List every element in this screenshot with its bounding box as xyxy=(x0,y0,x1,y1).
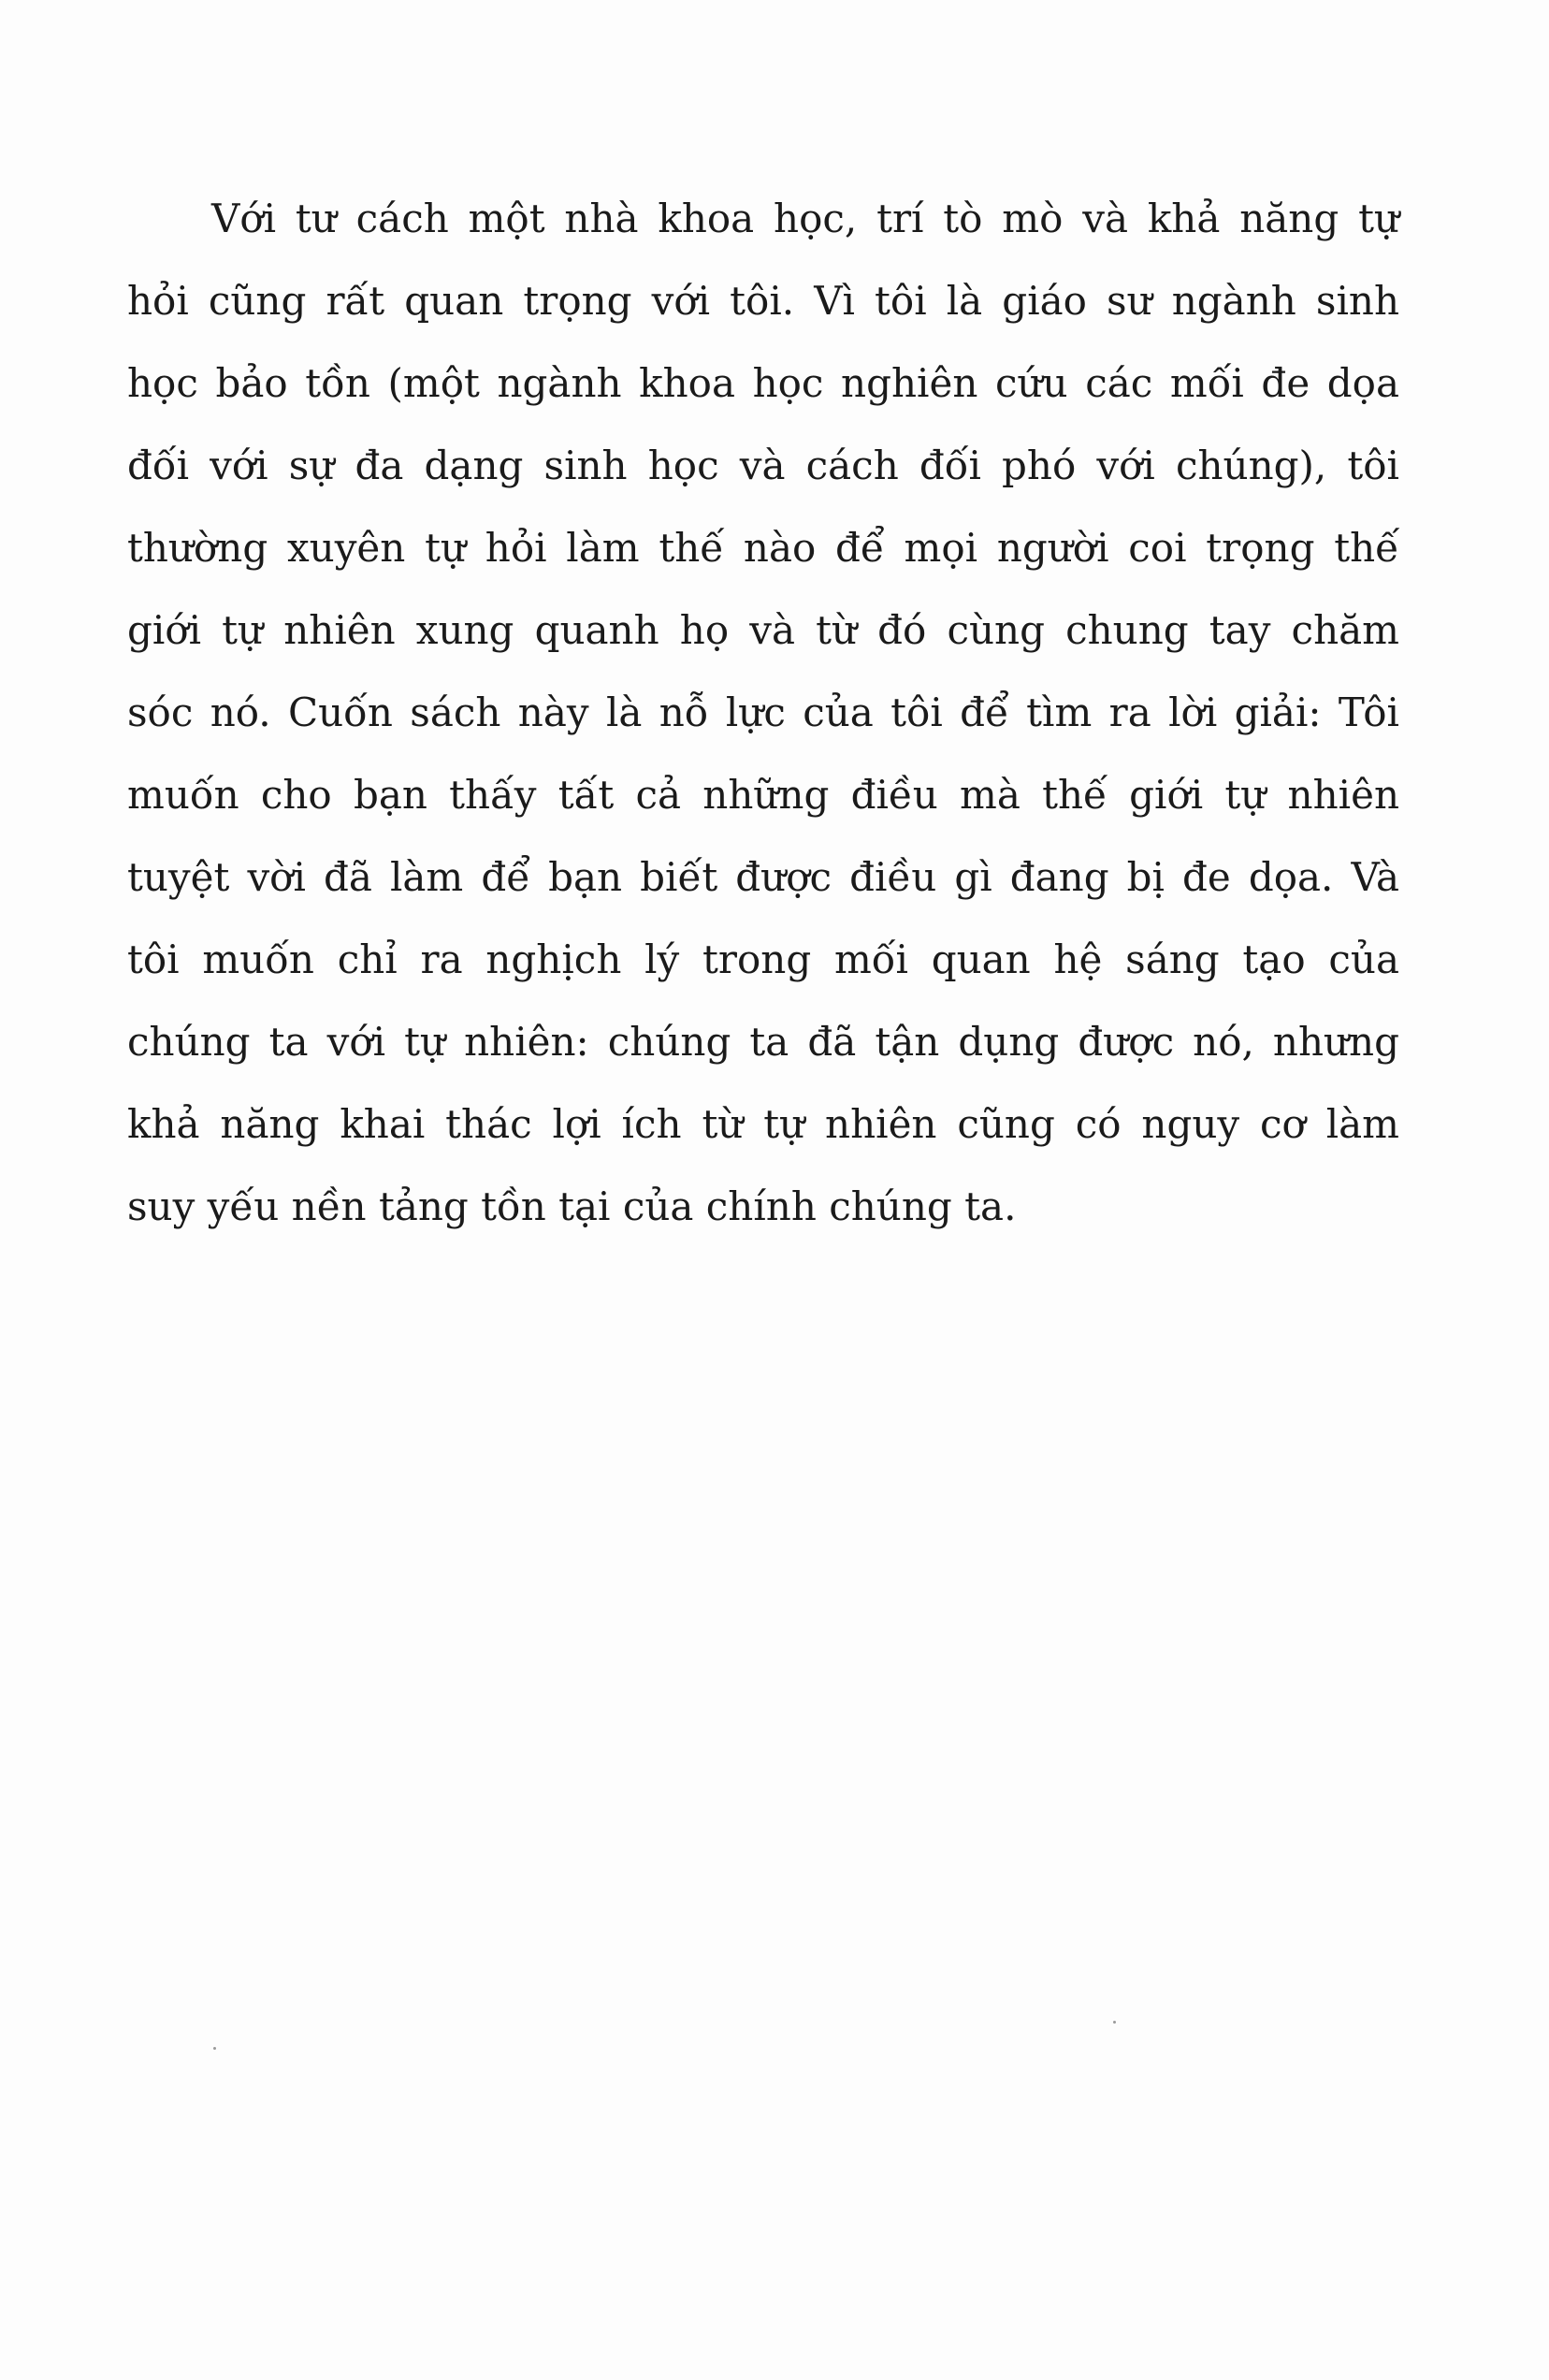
paragraph-line: hỏi cũng rất quan trọng với tôi. Vì tôi là giáo sư ngành sinh xyxy=(127,278,1399,324)
paragraph-line: tuyệt vời đã làm để bạn biết được điều gì đang bị đe dọa. Và xyxy=(127,854,1399,900)
paragraph-line: Với tư cách một nhà khoa học, trí tò mò và khả năng tự xyxy=(211,196,1399,241)
paper-speck xyxy=(1113,2021,1116,2024)
paragraph-line: khả năng khai thác lợi ích từ tự nhiên cũng có nguy cơ làm xyxy=(127,1101,1399,1147)
paragraph-line: chúng ta với tự nhiên: chúng ta đã tận dụng được nó, nhưng xyxy=(127,1019,1399,1065)
paragraph-line: tôi muốn chỉ ra nghịch lý trong mối quan hệ sáng tạo của xyxy=(127,936,1399,982)
paper-speck xyxy=(213,2047,216,2050)
paragraph-line: thường xuyên tự hỏi làm thế nào để mọi người coi trọng thế xyxy=(127,525,1399,571)
paragraph-line: giới tự nhiên xung quanh họ và từ đó cùng chung tay chăm xyxy=(127,607,1399,653)
paragraph-line: muốn cho bạn thấy tất cả những điều mà thế giới tự nhiên xyxy=(127,772,1399,818)
paragraph-line: suy yếu nền tảng tồn tại của chính chúng ta. xyxy=(127,1183,1017,1229)
paragraph-line: đối với sự đa dạng sinh học và cách đối phó với chúng), tôi xyxy=(127,443,1399,488)
paragraph-line: học bảo tồn (một ngành khoa học nghiên cứu các mối đe dọa xyxy=(127,360,1399,406)
paragraph-line: sóc nó. Cuốn sách này là nỗ lực của tôi để tìm ra lời giải: Tôi xyxy=(127,689,1399,735)
